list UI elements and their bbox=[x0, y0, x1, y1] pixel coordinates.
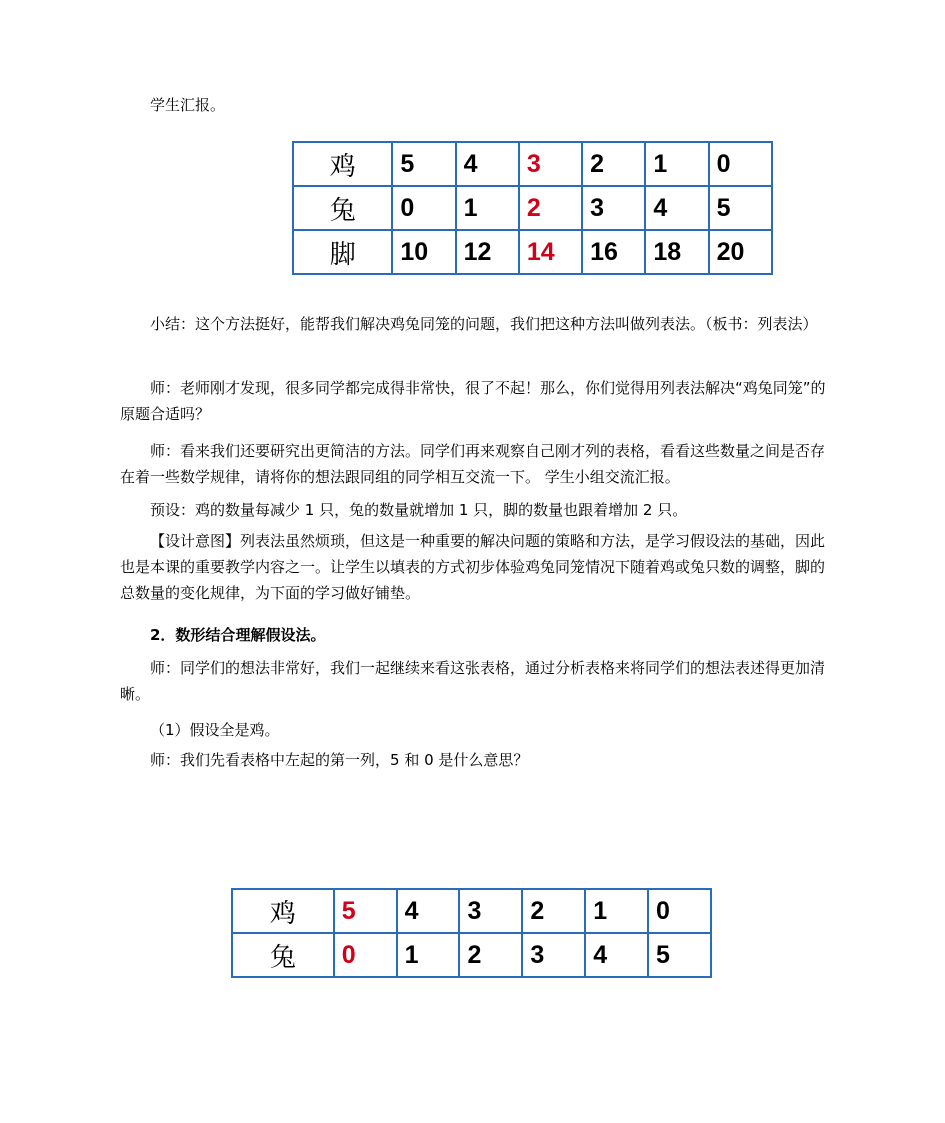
table-cell: 0 bbox=[392, 186, 455, 230]
table-row-chicken bbox=[293, 142, 772, 186]
table-cell: 10 bbox=[392, 230, 455, 274]
paragraph-design-intent: 【设计意图】列表法虽然烦琐，但这是一种重要的解决问题的策略和方法，是学习假设法的基础，因此也是本课的重要教学内容之一。让学生以填表的方式初步体验鸡兔同笼情况下随着鸡或兔只数的调整，脚的总数量的变化规律，为下面的学习做好铺垫。 bbox=[120, 532, 826, 602]
table-cell-highlight: 0 bbox=[334, 933, 397, 977]
row-label-chicken: 鸡 bbox=[293, 142, 392, 186]
table-cell: 4 bbox=[585, 933, 648, 977]
intro-text: 学生汇报。 bbox=[150, 96, 226, 114]
chicken-rabbit-table-1 bbox=[292, 141, 773, 275]
row-label-rabbit: 兔 bbox=[232, 933, 334, 977]
paragraph-summary: 小结：这个方法挺好，能帮我们解决鸡兔同笼的问题，我们把这种方法叫做列表法。（板书：列表法） bbox=[150, 315, 818, 333]
table-row-rabbit bbox=[293, 186, 772, 230]
paragraph-teacher-3: 师：同学们的想法非常好，我们一起继续来看这张表格，通过分析表格来将同学们的想法表述得更加清晰。 bbox=[120, 659, 826, 703]
paragraph-teacher-4: 师：我们先看表格中左起的第一列，5 和 0 是什么意思？ bbox=[150, 751, 529, 769]
table-cell: 1 bbox=[585, 889, 648, 933]
table-cell: 1 bbox=[397, 933, 460, 977]
table-cell: 4 bbox=[456, 142, 519, 186]
table-cell-highlight: 3 bbox=[519, 142, 582, 186]
table-cell: 20 bbox=[709, 230, 772, 274]
table-cell: 5 bbox=[648, 933, 711, 977]
table-cell: 18 bbox=[645, 230, 708, 274]
table-cell: 12 bbox=[456, 230, 519, 274]
paragraph-preset: 预设：鸡的数量每减少 1 只，兔的数量就增加 1 只，脚的数量也跟着增加 2 只。 bbox=[150, 501, 688, 519]
paragraph-assume: （1）假设全是鸡。 bbox=[150, 721, 280, 739]
table-cell-highlight: 5 bbox=[334, 889, 397, 933]
table-cell: 0 bbox=[648, 889, 711, 933]
paragraph-teacher-2: 师：看来我们还要研究出更简洁的方法。同学们再来观察自己刚才列的表格，看看这些数量之间是否存在着一些数学规律，请将你的想法跟同组的同学相互交流一下。 学生小组交流汇报。 bbox=[120, 442, 826, 486]
table-row-feet bbox=[293, 230, 772, 274]
table-cell: 4 bbox=[645, 186, 708, 230]
table-cell: 2 bbox=[582, 142, 645, 186]
table-cell: 1 bbox=[645, 142, 708, 186]
table-cell: 3 bbox=[522, 933, 585, 977]
table-cell: 2 bbox=[459, 933, 522, 977]
table-cell: 5 bbox=[709, 186, 772, 230]
table-cell: 5 bbox=[392, 142, 455, 186]
section-heading: 2．数形结合理解假设法。 bbox=[150, 626, 326, 644]
row-label-rabbit: 兔 bbox=[293, 186, 392, 230]
table-cell-highlight: 14 bbox=[519, 230, 582, 274]
chicken-rabbit-table-2 bbox=[231, 888, 712, 978]
table-cell: 4 bbox=[397, 889, 460, 933]
table-cell: 2 bbox=[522, 889, 585, 933]
table-cell: 3 bbox=[459, 889, 522, 933]
table-cell: 16 bbox=[582, 230, 645, 274]
table-cell-highlight: 2 bbox=[519, 186, 582, 230]
table-row-rabbit bbox=[232, 933, 711, 977]
paragraph-teacher-1: 师：老师刚才发现，很多同学都完成得非常快，很了不起！那么，你们觉得用列表法解决“鸡兔同笼”的原题合适吗？ bbox=[120, 379, 826, 423]
table-row-chicken bbox=[232, 889, 711, 933]
row-label-chicken: 鸡 bbox=[232, 889, 334, 933]
table-cell: 1 bbox=[456, 186, 519, 230]
table-cell: 0 bbox=[709, 142, 772, 186]
table-cell: 3 bbox=[582, 186, 645, 230]
row-label-feet: 脚 bbox=[293, 230, 392, 274]
